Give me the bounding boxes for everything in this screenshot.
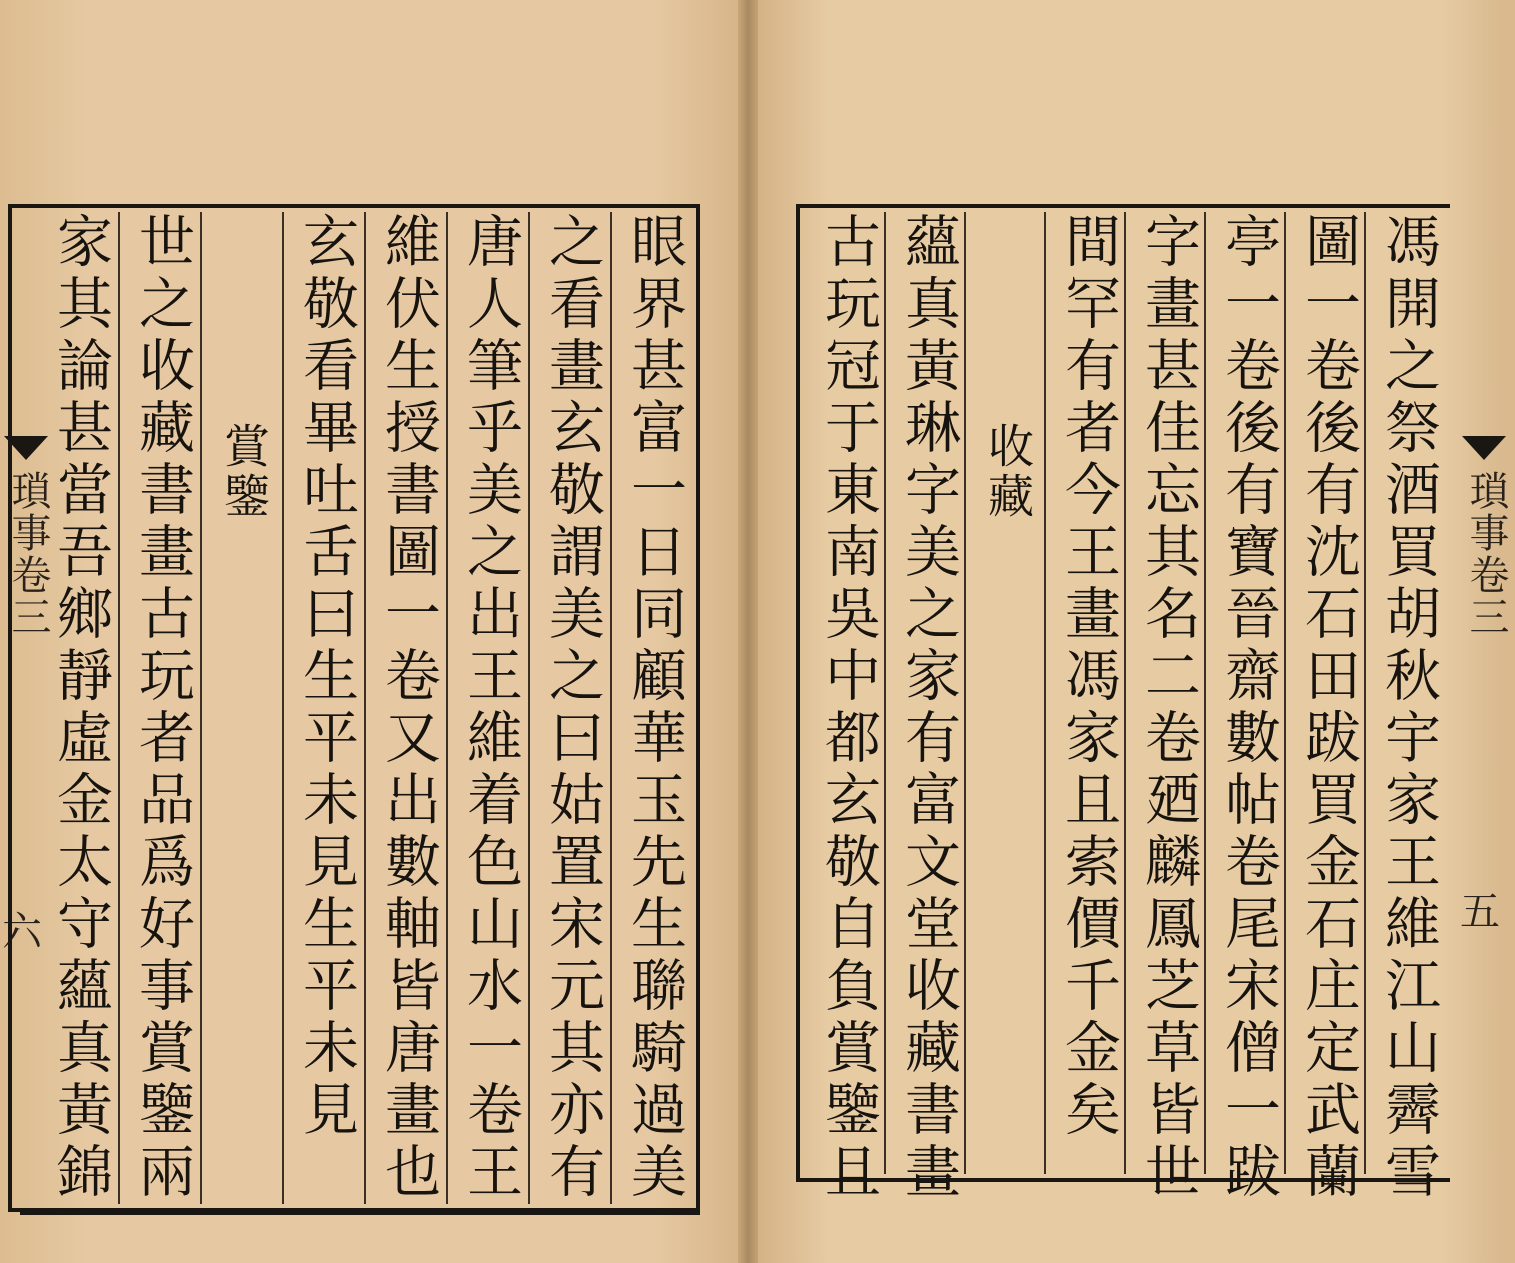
section-heading: 賞鑒 bbox=[200, 212, 286, 1204]
text-column: 唐人筆乎美之出王維着色山水一卷王 bbox=[446, 212, 532, 1204]
text-column: 古玩冠于東南吳中都玄敬自負賞鑒且 bbox=[816, 212, 881, 1204]
text-column: 圖一卷後有沈石田跋買金石庄定武蘭 bbox=[1284, 212, 1370, 1174]
text-column: 世之收藏書畫古玩者品爲好事賞鑒兩 bbox=[118, 212, 204, 1204]
right-margin-title: 瑣事卷三 bbox=[1463, 470, 1509, 638]
text-column: 維伏生授書圖一卷又出數軸皆唐畫也 bbox=[364, 212, 450, 1204]
text-column: 間罕有者今王畫馮家且索價千金矣 bbox=[1044, 212, 1130, 1174]
text-column: 馮開之祭酒買胡秋宇家王維江山霽雪 bbox=[1364, 212, 1450, 1174]
fish-tail-mark-icon bbox=[1462, 436, 1506, 460]
left-page-number: 六 bbox=[2, 909, 42, 955]
text-column: 玄敬看畢吐舌曰生平未見生平未見 bbox=[282, 212, 368, 1204]
text-column: 蘊真黃琳字美之家有富文堂收藏書畫 bbox=[884, 212, 970, 1174]
text-column: 亭一卷後有寶晉齋數帖卷尾宋僧一跋 bbox=[1204, 212, 1290, 1174]
text-column: 家其論甚當吾鄉靜虛金太守蘊真黃錦 bbox=[48, 212, 113, 1204]
left-text-frame bbox=[8, 204, 700, 1212]
bottom-rule bbox=[20, 1212, 700, 1215]
text-column: 字畫甚佳忘其名二卷廼麟鳳芝草皆世 bbox=[1124, 212, 1210, 1174]
right-text-frame bbox=[796, 204, 1450, 1204]
book-gutter bbox=[738, 0, 758, 1263]
text-column: 眼界甚富一日同顧華玉先生聯騎過美 bbox=[610, 212, 696, 1204]
right-page-number: 五 bbox=[1460, 889, 1500, 935]
section-heading: 收藏 bbox=[964, 212, 1050, 1174]
left-margin-title: 瑣事卷三 bbox=[5, 470, 51, 638]
text-column: 之看畫玄敬謂美之曰姑置宋元其亦有 bbox=[528, 212, 614, 1204]
